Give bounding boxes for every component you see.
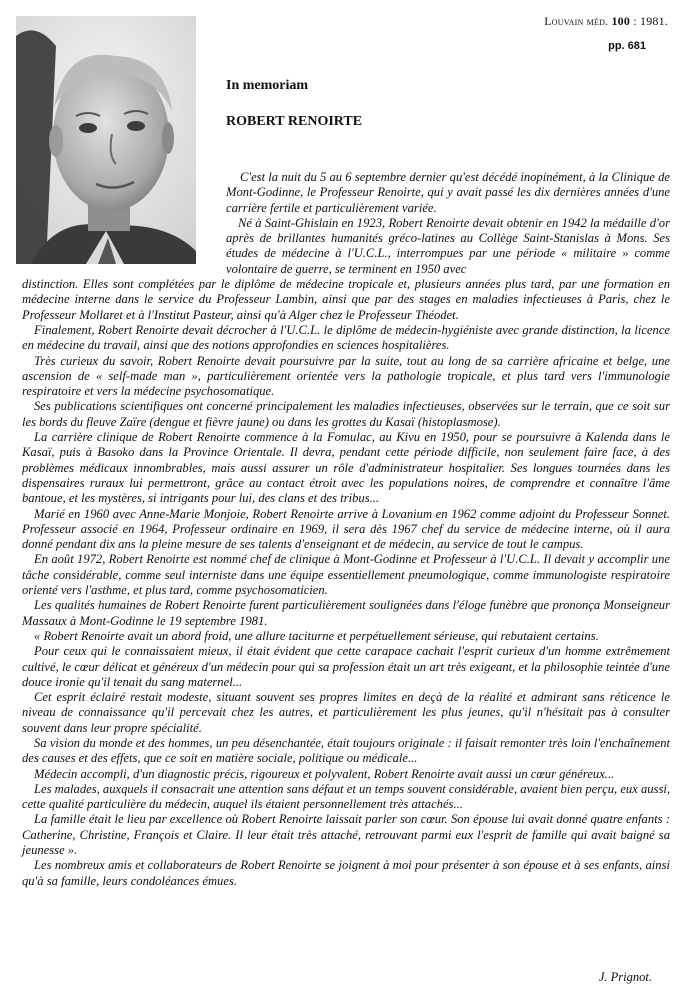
journal-reference [544, 14, 668, 29]
paragraph: Les nombreux amis et collaborateurs de Robert Renoirte se joignent à moi pour présenter à son épouse et à ses enfants, ainsi qu'à sa famille, leurs condoléances émues. [22, 858, 670, 888]
author-signature: J. Prignot. [598, 970, 652, 984]
paragraph: Très curieux du savoir, Robert Renoirte devait poursuivre par la suite, tout au long de sa carrière africaine et belge, une ascension de « self-made man », particulièrement orientée vers la pathologie tropicale, et plus tard vers l'immunologie respiratoire et vers la médecine psychosomatique. [22, 353, 670, 399]
paragraph: Ses publications scientifiques ont concerné principalement les maladies infectieuses, observées sur le terrain, que ce soit sur les bords du fleuve Zaïre (dengue et fièvre jaune) ou dans les grottes du Kasaï (histoplasmose). [22, 399, 670, 429]
paragraph: La carrière clinique de Robert Renoirte commence à la Fomulac, au Kivu en 1950, pour se poursuivre à Kalenda dans le Kasaï, puis à Basoko dans la Province Orientale. Il devra, pendant cette période difficile, non seulement faire face, à des problèmes médicaux innombrables, mais aussi assurer un rôle d'administrateur hospitalier. Ses longues tournées dans les dispensaires ruraux lui permettront, grâce au contact étroit avec les populations noires, de comprendre et connaître l'âme bantoue, et les mystères, si intrigants pour lui, des clans et des tribus... [22, 430, 670, 506]
paragraph: Sa vision du monde et des hommes, un peu désenchantée, était toujours originale : il faisait remonter très loin l'enchaînement des causes et des effets, que ce soit en matière sociale, politique ou médicale... [22, 735, 670, 766]
person-name-heading: ROBERT RENOIRTE [226, 114, 363, 129]
paragraph: C'est la nuit du 5 au 6 septembre dernier qu'est décédé inopinément, à la Clinique de Mont-Godinne, le Professeur Renoirte, qui y avait passé les dix dernières années d'une carrière fertile et particulièrement variée. [226, 170, 670, 215]
section-label: In memoriam [226, 78, 309, 93]
journal-volume: 100 [611, 14, 631, 28]
paragraph: En août 1972, Robert Renoirte est nommé chef de clinique à Mont-Godinne et Professeur à l'U.C.L. Il devait y accomplir une tâche considérable, comme seul interniste dans une équipe essentiellement pneumologique, comme immunologiste respiratoire orienté vers l'asthme, et plus tard, comme psychosomaticien. [22, 552, 670, 598]
paragraph: Pour ceux qui le connaissaient mieux, il était évident que cette carapace cachait l'esprit curieux d'un homme extrêmement cultivé, le cœur délicat et généreux d'un médecin pour qui sa profession était un art très exigeant, et la philosophie teintée d'une douce ironie qu'il tenait du sang maternel... [22, 644, 670, 689]
page-number: pp. 681 [608, 40, 646, 52]
paragraph: distinction. Elles sont complétées par le diplôme de médecine tropicale et, plusieurs années plus tard, par une formation en médecine interne dans le service du Professeur Lambin, ainsi que par des stages en maladies infectieuses à Paris, chez le Professeur Mollaret et à l'Institut Pasteur, ainsi qu'à Alger chez le Professeur Théodet. [22, 277, 670, 322]
journal-name: Louvain méd. [544, 14, 609, 28]
paragraph: « Robert Renoirte avait un abord froid, une allure taciturne et perpétuellement sérieuse, qui rebutaient certains. [34, 628, 599, 643]
paragraph: Finalement, Robert Renoirte devait décrocher à l'U.C.L. le diplôme de médecin-hygiéniste avec grande distinction, la licence en médecine du travail, ainsi que des notions approfondies en sciences hospitalières. [22, 322, 670, 353]
paragraph: Médecin accompli, d'un diagnostic précis, rigoureux et polyvalent, Robert Renoirte avait aussi un cœur généreux... [34, 766, 615, 781]
paragraph: Les qualités humaines de Robert Renoirte furent particulièrement soulignées dans l'éloge funèbre que prononça Monseigneur Massaux à Mont-Godinne le 19 septembre 1981. [22, 598, 670, 628]
paragraph: Marié en 1960 avec Anne-Marie Monjoie, Robert Renoirte arrive à Lovanium en 1962 comme adjoint du Professeur Sonnet. Professeur associé en 1964, Professeur ordinaire en 1969, il sera dès 1967 chef du service de médecine interne, où il aura donné pendant dix ans la pleine mesure de ses talents d'enseignant et de médecin, au service de tout le campus. [22, 506, 670, 552]
journal-year: : 1981. [630, 14, 668, 28]
paragraph: Cet esprit éclairé restait modeste, situant souvent ses propres limites en deçà de la réalité et admirant sans réticence le niveau de connaissance qu'il percevait chez les autres, et particulièrement les plus jeunes, qu'il n'hésitait pas à consulter souvent dans leur propre spécialité. [22, 690, 670, 735]
paragraph: Né à Saint-Ghislain en 1923, Robert Renoirte devait obtenir en 1942 la médaille d'or après de brillantes humanités gréco-latines au Collège Saint-Stanislas à Mons. Ses études de médecine à l'U.C.L., interrompues par une période « militaire » comme volontaire de guerre, se terminent en 1950 avec [226, 215, 670, 276]
paragraph: La famille était le lieu par excellence où Robert Renoirte laissait parler son cœur. Son épouse lui avait donné quatre enfants : Catherine, Christine, François et Claire. Il leur était très attaché, retrouvant parmi eux l'esprit de famille qui avait baigné sa jeunesse ». [22, 812, 670, 858]
obituary-text [22, 170, 670, 889]
paragraph: Les malades, auxquels il consacrait une attention sans défaut et un temps souvent considérable, avaient bien perçu, eux aussi, cette qualité particulière du médecin, auquel ils étaient personnellement très attachés... [22, 781, 670, 812]
